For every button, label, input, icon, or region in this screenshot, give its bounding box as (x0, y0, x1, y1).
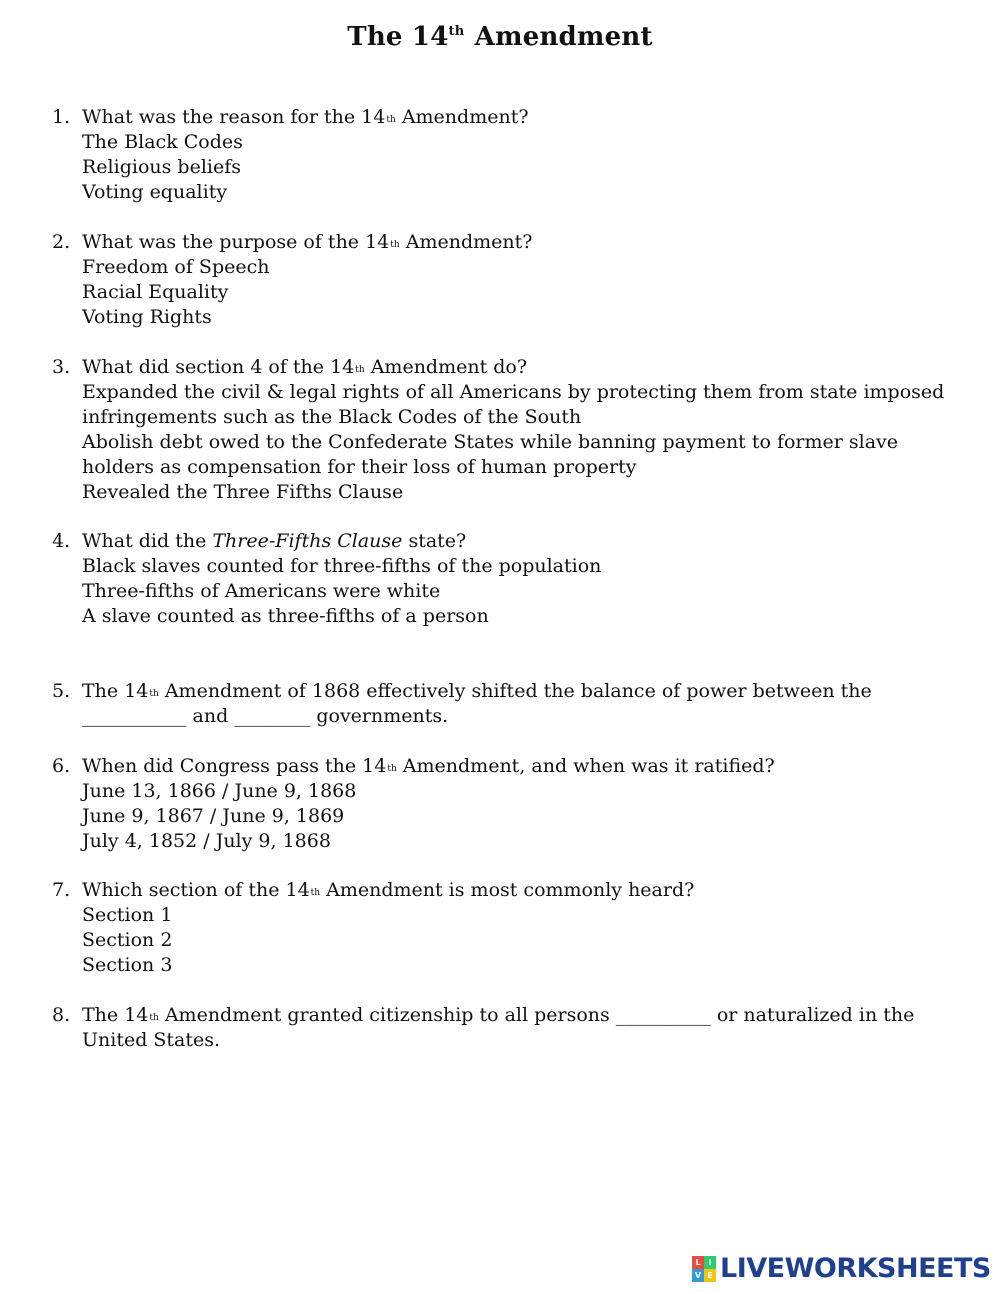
question-6 (52, 754, 982, 854)
answer-option[interactable]: Religious beliefs (82, 156, 241, 178)
question-number: 5. (52, 680, 71, 702)
answer-option[interactable]: The Black Codes (82, 131, 243, 153)
question-number: 7. (52, 879, 71, 901)
question-stem: What did the Three-Fifths Clause state? (82, 530, 467, 552)
question-5 (52, 679, 982, 729)
question-number: 2. (52, 231, 71, 253)
question-stem: What did section 4 of the 14th Amendment do? (82, 356, 528, 378)
question-number: 1. (52, 106, 71, 128)
answer-option[interactable]: June 9, 1867 / June 9, 1869 (82, 805, 345, 827)
liveworksheets-wordmark: LIVEWORKSHEETS (720, 1253, 991, 1284)
question-stem: What was the purpose of the 14th Amendment? (82, 231, 533, 253)
answer-option[interactable]: July 4, 1852 / July 9, 1868 (82, 830, 331, 852)
question-3 (52, 355, 982, 505)
answer-option[interactable]: Freedom of Speech (82, 256, 270, 278)
answer-option[interactable]: Voting equality (82, 181, 228, 203)
logo-letter-tile: V (692, 1269, 704, 1282)
logo-letter-tile: E (704, 1269, 716, 1282)
question-4 (52, 529, 982, 629)
question-7 (52, 878, 982, 978)
answer-option[interactable]: Black slaves counted for three-fifths of the population (82, 555, 602, 577)
answer-option-continued[interactable]: holders as compensation for their loss of human property (82, 456, 637, 478)
logo-letter-tile: I (704, 1256, 716, 1269)
question-stem: Which section of the 14th Amendment is most commonly heard? (82, 879, 695, 901)
page-title: The 14th Amendment (347, 22, 653, 52)
answer-option[interactable]: Three-fifths of Americans were white (82, 580, 441, 602)
question-stem: What was the reason for the 14th Amendment? (82, 106, 529, 128)
question-number: 4. (52, 530, 71, 552)
answer-option[interactable]: Section 2 (82, 929, 173, 951)
logo-letter-tile: L (692, 1256, 704, 1269)
answer-option[interactable]: Expanded the civil & legal rights of all Americans by protecting them from state imposed (82, 381, 945, 403)
question-2 (52, 230, 982, 330)
answer-option-continued[interactable]: infringements such as the Black Codes of the South (82, 406, 582, 428)
question-number: 3. (52, 356, 71, 378)
answer-option[interactable]: Abolish debt owed to the Confederate States while banning payment to former slave (82, 431, 899, 453)
question-stem-continued: United States. (82, 1029, 221, 1051)
answer-option[interactable]: A slave counted as three-fifths of a person (82, 605, 489, 627)
answer-option[interactable]: Racial Equality (82, 281, 229, 303)
liveworksheets-logo-icon (692, 1256, 716, 1282)
question-number: 8. (52, 1004, 71, 1026)
question-stem: The 14th Amendment granted citizenship to all persons __________ or naturalized in the (82, 1004, 915, 1026)
answer-option[interactable]: Revealed the Three Fifths Clause (82, 481, 404, 503)
answer-option[interactable]: Section 3 (82, 954, 173, 976)
question-8 (52, 1003, 982, 1053)
answer-option[interactable]: June 13, 1866 / June 9, 1868 (82, 780, 357, 802)
question-number: 6. (52, 755, 71, 777)
fill-in-blank-line[interactable]: ___________ and ________ governments. (82, 705, 449, 727)
question-stem: When did Congress pass the 14th Amendment, and when was it ratified? (82, 755, 775, 777)
liveworksheets-logo[interactable] (692, 1254, 991, 1284)
answer-option[interactable]: Voting Rights (82, 306, 212, 328)
answer-option[interactable]: Section 1 (82, 904, 173, 926)
question-1 (52, 105, 982, 205)
question-stem: The 14th Amendment of 1868 effectively shifted the balance of power between the (82, 680, 872, 702)
